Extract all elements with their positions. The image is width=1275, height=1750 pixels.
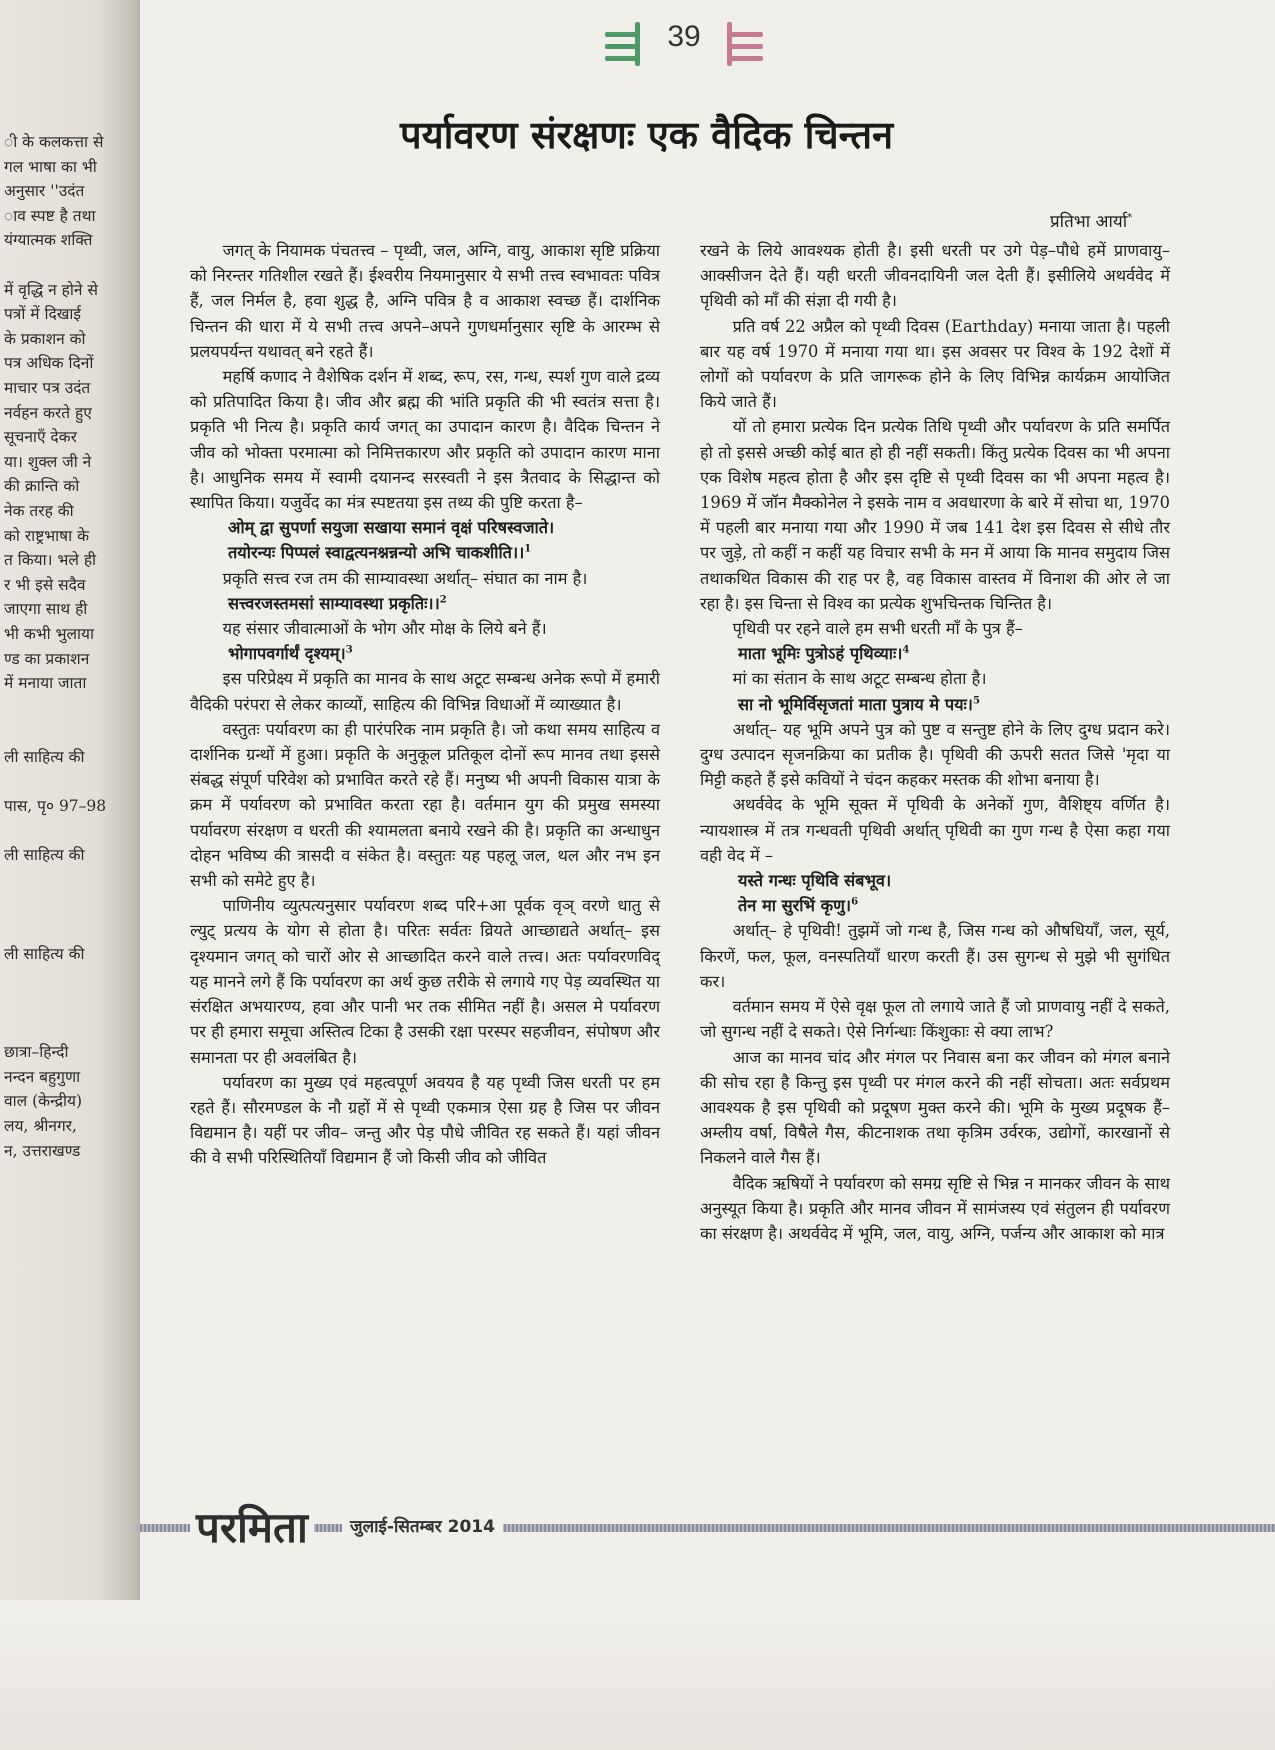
previous-page-line: में मनाया जाता [4,674,87,693]
paragraph [700,1171,1170,1247]
paragraph-text: यों तो हमारा प्रत्येक दिन प्रत्येक तिथि पृथ्वी और पर्यावरण के प्रति समर्पित हो तो इससे अच्छी कोई बात हो ही नहीं सकती। किंतु प्रत्येक दिवस का भी अपना एक विशेष महत्व होता है और इस दृष्टि से पृथ्वी दिवस का भी अपना महत्व है। 1969 में जॉन मैक्कोनेल ने इसके नाम व अवधारणा के बारे में सोचा था, 1970 में पहली बार मनाया गया और 1990 में जब 141 देश इस दिवस से सीधे तौर पर जुड़े, तो कहीं न कहीं यह विचार सभी के मन में आया कि मानव समुदाय जिस तथाकथित विकास की राह पर है, वह विकास वास्तव में विनाश की ओर ले जा रहा है। इस चिन्ता से विश्व का प्रत्येक शुभचिन्तक चिन्तित है। [700,417,1170,613]
sanskrit-verse [190,641,660,666]
paragraph-text: अथर्ववेद के भूमि सूक्त में पृथिवी के अनेकों गुण, वैशिष्ट्य वर्णित है। न्यायशास्त्र में तत्र गन्धवती पृथिवी अर्थात् पृथिवी का गुण गन्ध है ऐसा कहा गया वही वेद में – [700,795,1170,865]
footnote-mark: 6 [851,896,859,908]
previous-page-fragment [0,0,140,1750]
previous-page-line: न, उत्तराखण्ड [4,1141,81,1160]
page-number-block [605,14,765,70]
paragraph [190,717,660,893]
paragraph-text: रखने के लिये आवश्यक होती है। इसी धरती पर उगे पेड़–पौधे हमें प्राणवायु– आक्सीजन देते हैं। यही धरती जीवनदायिनी जल देती हैं। इसीलिये अथर्ववेद में पृथिवी को माँ की संज्ञा दी गयी है। [700,241,1170,311]
paragraph-text: महर्षि कणाद ने वैशेषिक दर्शन में शब्द, रूप, रस, गन्ध, स्पर्श गुण वाले द्रव्य को प्रतिपादित किया है। जीव और ब्रह्म की भांति प्रकृति की भी स्वतंत्र सत्ता है। प्रकृति भी नित्य है। प्रकृति कार्य जगत् का उपादान कारण है। वैदिक चिन्तन ने जीव को भोक्ता परमात्मा को निमित्तकारण और प्रकृति को उपादान कारण माना है। आधुनिक समय में स्वामी दयानन्द सरस्वती ने इस त्रैतवाद के सिद्धान्त को स्थापित किया। यजुर्वेद का मंत्र स्पष्टतया इस तथ्य की पुष्टि करता है– [190,367,660,513]
paragraph [700,1045,1170,1171]
previous-page-line: अनुसार ''उदंत [4,182,85,201]
sanskrit-verse [190,515,660,540]
paragraph-text: तयोरन्यः पिप्पलं स्वाद्वत्यनश्नन्नन्यो अभि चाकशीति।। [228,543,525,563]
paragraph [700,994,1170,1044]
paragraph [700,616,1170,641]
paragraph [700,792,1170,868]
author-name [1050,209,1132,232]
right-column [700,238,1170,1498]
paragraph [700,666,1170,691]
paragraph-text: प्रति वर्ष 22 अप्रैल को पृथ्वी दिवस (Earthday) मनाया जाता है। पहली बार यह वर्ष 1970 में मनाया गया था। इस अवसर पर विश्व के 192 देशों में लोगों को पर्यावरण के प्रति जागरूक होने के लिए विभिन्न कार्यक्रम आयोजित किये जाते हैं। [700,316,1170,412]
previous-page-line: को राष्ट्रभाषा के [4,526,89,545]
previous-page-line: वाल (केन्द्रीय) [4,1092,83,1111]
sanskrit-verse [190,591,660,616]
footnote-mark: 5 [972,695,980,707]
paragraph [700,918,1170,994]
previous-page-line: नन्दन बहुगुणा [4,1067,81,1086]
paragraph [190,566,660,591]
previous-page-line: माचार पत्र उदंत [4,379,91,397]
sanskrit-verse [700,692,1170,717]
left-column [190,238,660,1498]
paragraph-text: वस्तुतः पर्यावरण का ही पारंपरिक नाम प्रकृति है। जो कथा समय साहित्य व दार्शनिक ग्रन्थों में हुआ। प्रकृति के अनुकूल प्रतिकूल दोनों रूप मानव तथा इससे संबद्ध संपूर्ण परिवेश को प्रभावित करते रहे हैं। मनुष्य भी अपनी विकास यात्रा के क्रम में पर्यावरण को प्रभावित करता रहा है। वर्तमान युग की प्रमुख समस्या पर्यावरण संरक्षण व धरती की श्यामलता बनाये रखने की है। प्रकृति का अन्धाधुन दोहन भविष्य की त्रासदी व संकेत है। वस्तुतः यह पहलू जल, थल और नभ इन सभी को समेटे हुए है। [190,719,660,891]
paragraph [190,616,660,641]
previous-page-line: नेक तरह की [4,502,74,520]
paragraph [700,717,1170,793]
paragraph-text: पृथिवी पर रहने वाले हम सभी धरती माँ के पुत्र हैं– [732,619,1023,639]
page-bottom-margin [0,1600,1275,1750]
author-footnote-mark: * [1127,212,1133,224]
previous-page-line: ी के कलकत्ता से [4,133,104,151]
paragraph-text: जगत् के नियामक पंचतत्त्व – पृथ्वी, जल, अग्नि, वायु, आकाश सृष्टि प्रक्रिया को निरन्तर गतिशील रखते हैं। ईश्वरीय नियमानुसार ये सभी तत्त्व स्वभावतः पवित्र हैं, जल निर्मल है, हवा शुद्ध है, अग्नि पवित्र है व आकाश स्वच्छ हैं। दार्शनिक चिन्तन की धारा में ये सभी तत्त्व अपने–अपने गुणधर्मानुसार सृष्टि के आरम्भ से प्रलयपर्यन्त यथावत् बने रहते हैं। [190,241,660,361]
sanskrit-verse [700,893,1170,918]
paragraph-text: पर्यावरण का मुख्य एवं महत्वपूर्ण अवयव है यह पृथ्वी जिस धरती पर हम रहते हैं। सौरमण्डल के नौ ग्रहों में से पृथ्वी एकमात्र ऐसा ग्रह है जिस पर जीवन विद्यमान है। यहीं पर जीव– जन्तु और पेड़ पौधे जीवित रह सकते हैं। यहां जीवन की वे सभी परिस्थितियाँ विद्यमान हैं जो किसी जीव को जीवित [190,1072,660,1168]
sanskrit-verse [700,641,1170,666]
previous-page-line: में वृद्धि न होने से [4,280,98,299]
paragraph-text: तेन मा सुरभिं कृणु। [738,896,852,916]
previous-page-line: पास, पृ० 97–98 [4,797,107,816]
article-title: पर्यावरण संरक्षणः एक वैदिक चिन्तन [400,113,894,157]
previous-page-line: की क्रान्ति को [4,477,80,496]
previous-page-line: गल भाषा का भी [4,157,97,176]
previous-page-line: ण्ड का प्रकाशन [4,649,90,668]
paragraph-text: मां का संतान के साथ अटूट सम्बन्ध होता है। [732,669,987,689]
magazine-logo: परमिता [190,1498,314,1555]
footnote-mark: 3 [345,644,353,656]
previous-page-line: त किया। भले ही [4,551,97,570]
paragraph-text: भोगापवर्गार्थं दृश्यम्। [228,644,346,664]
paragraph [190,1070,660,1171]
paragraph-text: अर्थात्– यह भूमि अपने पुत्र को पुष्ट व सन्तुष्ट होने के लिए दुग्ध प्रदान करे। दुग्ध उत्पादन सृजनक्रिया का प्रतीक है। पृथिवी की ऊपरी सतत जिसे 'मृदा या मिट्टी कहते हैं इसे कवियों ने चंदन कहकर मस्तक की शोभा बनाया है। [700,719,1170,790]
paragraph-continued [700,238,1170,314]
paragraph-text: इस परिप्रेक्ष्य में प्रकृति का मानव के साथ अटूट सम्बन्ध अनेक रूपो में हमारी वैदिकी परंपरा से लेकर काव्यों, साहित्य की विभिन्न विधाओं में व्याख्यात है। [190,669,660,714]
paragraph [190,893,660,1069]
previous-page-line: ली साहित्य की [4,846,85,865]
previous-page-line: छात्रा–हिन्दी [4,1043,69,1062]
previous-page-line: ली साहित्य की [4,944,85,963]
paragraph-text: सत्त्वरजस्तमसां साम्यावस्था प्रकृतिः।। [228,593,440,613]
paragraph [190,238,660,364]
previous-page-line: जाएगा साथ ही [4,600,88,619]
paragraph-text: यह संसार जीवात्माओं के भोग और मोक्ष के लिये बने हैं। [222,619,547,639]
previous-page-line: पत्र अधिक दिनों [4,354,94,373]
paragraph [190,666,660,716]
previous-page-line: ली साहित्य की [4,748,85,766]
paragraph-text: अर्थात्– हे पृथिवी! तुझमें जो गन्ध है, जिस गन्ध को औषधियाँ, जल, सूर्य, किरणें, फल, फूल, वनस्पतियाँ धारण करती हैं। उस सुगन्ध से मुझे भी सुगंधित कर। [700,921,1170,991]
previous-page-line: र भी इसे सदैव [4,575,86,594]
previous-page-line: यंग्यात्मक शक्ति [4,231,93,250]
paragraph-text: सा नो भूमिर्विसृजतां माता पुत्राय मे पयः। [738,694,973,714]
paragraph-text: प्रकृति सत्त्व रज तम की साम्यावस्था अर्थात्– संघात का नाम है। [222,568,588,588]
previous-page-line: लय, श्रीनगर, [4,1117,77,1135]
previous-page-line: के प्रकाशन को [4,329,86,348]
paragraph-text: माता भूमिः पुत्रोऽहं पृथिव्याः। [738,644,903,664]
author-text: प्रतिभा आर्या [1050,212,1128,232]
paragraph [190,364,660,515]
issue-date: जुलाई-सितम्बर 2014 [342,1514,503,1537]
previous-page-line: ाव स्पष्ट है तथा [4,206,96,225]
footnote-mark: 2 [439,594,447,606]
footnote-mark: 1 [524,544,532,556]
sanskrit-verse [700,868,1170,893]
previous-page-line: पत्रों में दिखाई [4,305,82,324]
paragraph [700,414,1170,616]
previous-page-line: भी कभी भुलाया [4,625,95,643]
paragraph-text: आज का मानव चांद और मंगल पर निवास बना कर जीवन को मंगल बनाने की सोच रहा है किन्तु इस पृथ्वी पर मंगल करने की नहीं सोचता। अतः सर्वप्रथम आवश्यक है इस पृथिवी को प्रदूषण मुक्त करने की। भूमि के मुख्य प्रदूषक हैं– अम्लीय वर्षा, विषैले गैस, कीटनाशक तथा कृत्रिम उर्वरक, उद्योगों, कारखानों से निकलने वाले गैस हैं। [700,1047,1170,1168]
paragraph-text: वर्तमान समय में ऐसे वृक्ष फूल तो लगाये जाते हैं जो प्राणवायु नहीं दे सकते, जो सुगन्ध नहीं दे सकते। ऐसे निर्गन्धाः किंशुकाः से क्या लाभ? [700,997,1170,1042]
paragraph-text: ओम् द्वा सुपर्णा सयुजा सखाया समानं वृक्षं परिषस्वजाते। [228,518,555,538]
paragraph [700,314,1170,415]
page-number: 39 [667,20,701,53]
pink-ornament-icon [723,22,763,66]
paragraph-text: पाणिनीय व्युत्पत्यनुसार पर्यावरण शब्द परि+आ पूर्वक वृञ् वरणे धातु से ल्युट् प्रत्यय के योग से होता है। परितः सर्वतः व्रियते आच्छाद्यते अर्थात्– इस दृश्यमान जगत् को चारों ओर से आच्छादित करने वाले तत्त्व। अतः पर्यावरणविद् यह मानने लगे हैं कि पर्यावरण का अर्थ कुछ तरीके से लगाये गए पेड़ व्यवस्थित या संरक्षित अभयारण्य, हवा और पानी भर तक सीमित नहीं है। असल मे पर्यावरण पर ही हमारा समूचा अस्तित्व टिका है उसकी रक्षा परस्पर सहजीवन, संपोषण और समानता पर ही अवलंबित है। [190,896,660,1067]
previous-page-line: नर्वहन करते हुए [4,403,92,422]
footnote-mark: 4 [902,644,910,656]
previous-page-line: या। शुक्ल जी ने [4,452,92,471]
green-ornament-icon [605,22,645,66]
previous-page-line: सूचनाएँ देकर [4,428,77,447]
paragraph-text: वैदिक ऋषियों ने पर्यावरण को समग्र सृष्टि से भिन्न न मानकर जीवन के साथ अनुस्यूत किया है। प्रकृति और मानव जीवन में सामंजस्य एवं संतुलन ही पर्यावरण का संरक्षण है। अथर्ववेद में भूमि, जल, वायु, अग्नि, पर्जन्य और आकाश को मात्र [700,1173,1170,1243]
sanskrit-verse [190,540,660,565]
paragraph-text: यस्ते गन्धः पृथिवि संबभूव। [738,871,892,891]
